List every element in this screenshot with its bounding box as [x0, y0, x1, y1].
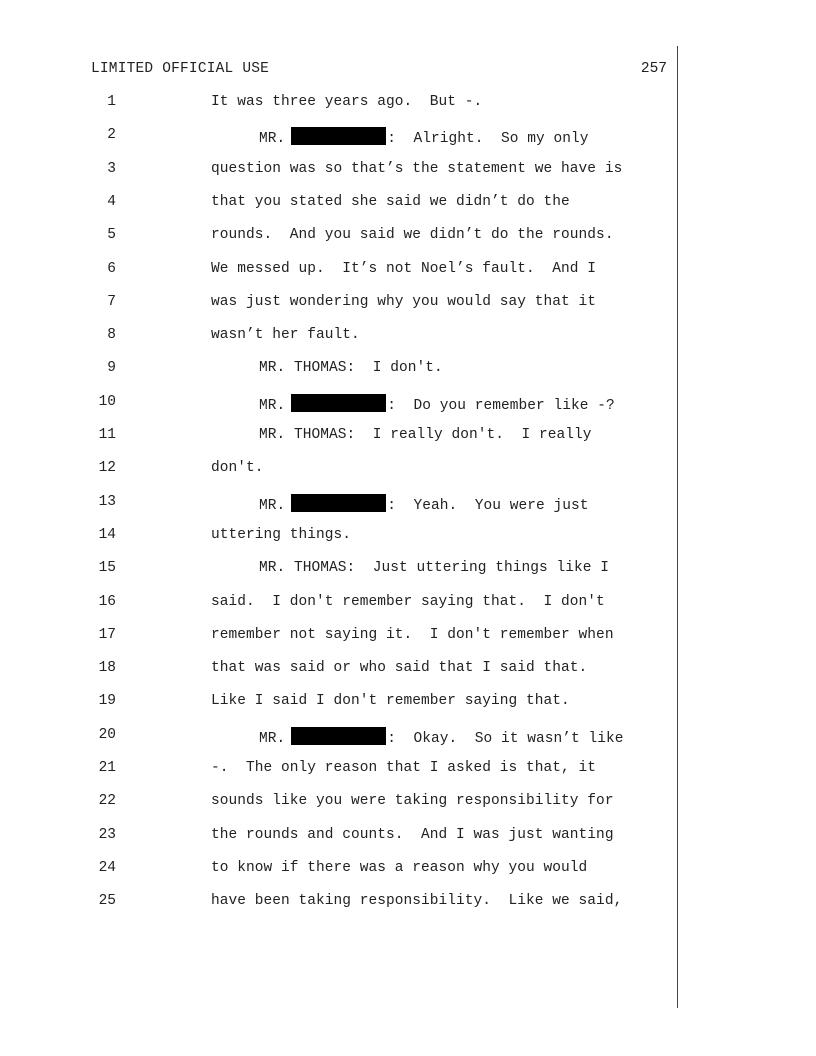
- line-content: the rounds and counts. And I was just wanting: [211, 826, 614, 843]
- transcript-line: [0, 560, 816, 593]
- line-content: It was three years ago. But -.: [211, 94, 483, 110]
- line-content: -. The only reason that I asked is that, it: [211, 760, 597, 776]
- transcript-line: [0, 660, 816, 693]
- line-number: 11: [98, 427, 116, 443]
- line-content: We messed up. It’s not Noel’s fault. And I: [211, 260, 597, 277]
- redaction-box: [291, 494, 386, 512]
- line-text: [211, 194, 570, 210]
- line-text: [259, 360, 443, 376]
- transcript-line: [0, 827, 816, 860]
- redaction-box: [291, 727, 386, 745]
- transcript-line: [0, 727, 816, 760]
- transcript-line: [0, 360, 816, 393]
- speaker-remark: : Alright. So my only: [387, 131, 589, 148]
- line-text: [211, 161, 622, 177]
- line-content: that was said or who said that I said that.: [211, 660, 588, 677]
- line-number: 16: [98, 593, 116, 610]
- line-text: [211, 94, 482, 110]
- line-text: [211, 793, 614, 809]
- transcript-line: [0, 261, 816, 294]
- transcript-line: [0, 760, 816, 793]
- line-number: 7: [107, 293, 116, 310]
- transcript-line: [0, 860, 816, 893]
- transcript-line: [0, 627, 816, 660]
- line-text: [259, 127, 589, 147]
- transcript-line: [0, 893, 816, 926]
- transcript-line: [0, 693, 816, 726]
- line-number: 6: [107, 260, 116, 277]
- line-text: [211, 594, 605, 610]
- line-number: 21: [98, 760, 116, 776]
- speaker-prefix: MR.: [259, 397, 286, 414]
- speaker-prefix: MR.: [259, 730, 286, 747]
- line-number: 25: [98, 893, 116, 910]
- transcript-line: [0, 793, 816, 826]
- page-number: 257: [640, 61, 667, 77]
- line-text: [259, 727, 624, 747]
- line-number: 24: [98, 859, 116, 876]
- line-number: 20: [98, 726, 116, 743]
- line-number: 8: [107, 327, 116, 344]
- speaker-prefix: MR.: [259, 131, 286, 148]
- line-number: 10: [98, 393, 116, 410]
- line-text: [259, 494, 589, 514]
- line-content: Like I said I don't remember saying that.: [211, 693, 570, 710]
- speaker-remark: : Yeah. You were just: [387, 497, 589, 514]
- transcript-line: [0, 194, 816, 227]
- line-content: remember not saying it. I don't remember when: [211, 626, 614, 643]
- line-content: sounds like you were taking responsibility for: [211, 793, 614, 810]
- line-content: MR. THOMAS: I don't.: [259, 360, 443, 377]
- line-content: wasn’t her fault.: [211, 327, 360, 344]
- line-number: 2: [107, 127, 116, 144]
- line-text: [211, 893, 622, 909]
- transcript-line: [0, 594, 816, 627]
- line-content: that you stated she said we didn’t do the: [211, 193, 570, 210]
- transcript-line: [0, 227, 816, 260]
- line-text: [211, 693, 570, 709]
- line-text: [259, 394, 615, 414]
- line-number: 18: [98, 660, 116, 677]
- redaction-box: [291, 127, 386, 145]
- speaker-prefix: MR.: [259, 497, 286, 514]
- line-text: [211, 460, 264, 476]
- line-number: 5: [107, 227, 116, 244]
- line-number: 3: [107, 160, 116, 177]
- line-number: 13: [98, 493, 116, 510]
- line-number: 9: [107, 360, 116, 377]
- classification-header: LIMITED OFFICIAL USE: [91, 61, 270, 77]
- speaker-remark: : Okay. So it wasn’t like: [387, 730, 624, 747]
- line-content: to know if there was a reason why you would: [211, 859, 588, 876]
- line-content: have been taking responsibility. Like we said,: [211, 893, 623, 910]
- transcript-line: [0, 127, 816, 160]
- line-content: said. I don't remember saying that. I don't: [211, 593, 605, 610]
- line-text: [259, 560, 609, 576]
- line-number: 19: [98, 693, 116, 710]
- line-text: [259, 427, 592, 443]
- line-content: MR. THOMAS: I really don't. I really: [259, 427, 592, 443]
- line-text: [211, 860, 587, 876]
- line-content: MR. THOMAS: Just uttering things like I: [259, 560, 610, 577]
- line-text: [211, 227, 614, 243]
- line-number: 15: [98, 560, 116, 577]
- transcript-line: [0, 460, 816, 493]
- transcript-line: [0, 94, 816, 127]
- line-content: don't.: [211, 460, 264, 477]
- transcript-line: [0, 527, 816, 560]
- transcript-line: [0, 327, 816, 360]
- line-text: [211, 261, 596, 277]
- line-text: [211, 527, 351, 543]
- line-text: [211, 827, 614, 843]
- line-text: [211, 327, 360, 343]
- line-content: uttering things.: [211, 526, 352, 543]
- line-content: question was so that’s the statement we have is: [211, 160, 623, 177]
- transcript-line: [0, 427, 816, 460]
- line-text: [211, 294, 596, 310]
- speaker-remark: : Do you remember like -?: [387, 397, 615, 414]
- line-number: 4: [107, 193, 116, 210]
- transcript-line: [0, 161, 816, 194]
- line-number: 23: [98, 826, 116, 843]
- line-content: was just wondering why you would say that it: [211, 293, 597, 310]
- redaction-box: [291, 394, 386, 412]
- line-number: 17: [98, 626, 116, 643]
- line-number: 14: [98, 526, 116, 543]
- transcript-line: [0, 494, 816, 527]
- transcript-line: [0, 294, 816, 327]
- line-text: [211, 660, 587, 676]
- line-number: 1: [107, 94, 116, 110]
- line-text: [211, 627, 614, 643]
- transcript-line: [0, 394, 816, 427]
- line-content: rounds. And you said we didn’t do the rounds.: [211, 227, 614, 244]
- line-text: [211, 760, 596, 776]
- line-number: 22: [98, 793, 116, 810]
- line-number: 12: [98, 460, 116, 477]
